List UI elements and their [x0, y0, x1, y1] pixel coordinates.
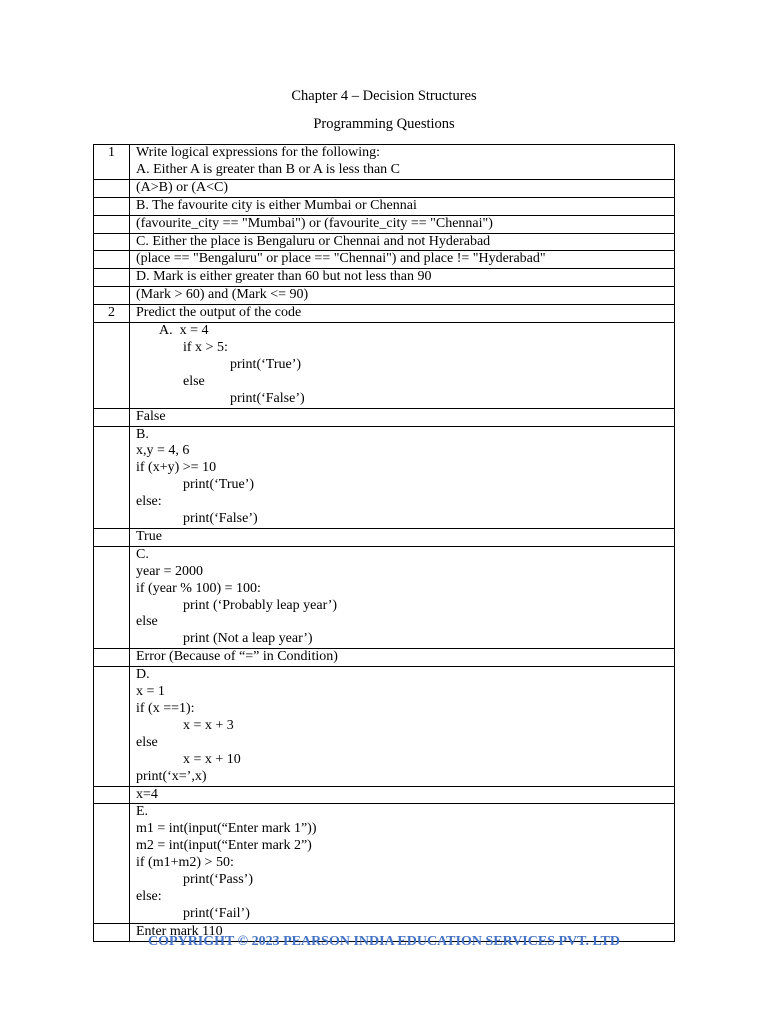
code-line: if (year % 100) = 100:	[136, 580, 261, 596]
page-subtitle: Programming Questions	[313, 116, 455, 132]
code-line: else:	[136, 888, 162, 904]
code-line: A. x = 4	[159, 323, 209, 339]
code-cell	[130, 667, 675, 786]
code-line: print (‘Probably leap year’)	[183, 597, 338, 613]
table-row	[94, 804, 675, 923]
answer-cell: Error (Because of “=” in Condition)	[130, 649, 675, 667]
code-line: x = 1	[136, 684, 165, 700]
table-row	[94, 233, 675, 251]
code-line: if (m1+m2) > 50:	[136, 855, 234, 871]
code-line: D.	[136, 667, 150, 683]
table-row	[94, 649, 675, 667]
answer-cell: False	[130, 408, 675, 426]
code-line: else	[136, 614, 158, 630]
table-row	[94, 667, 675, 786]
questions-table	[93, 144, 675, 942]
code-line: print(‘Pass’)	[183, 872, 253, 888]
question-cell: B. The favourite city is either Mumbai or Chennai	[130, 197, 675, 215]
table-row	[94, 251, 675, 269]
table-row	[94, 546, 675, 648]
table-row	[94, 145, 675, 180]
code-line: print(‘x=’,x)	[136, 768, 207, 784]
code-line: year = 2000	[136, 563, 203, 579]
table-row	[94, 323, 675, 409]
code-cell	[130, 323, 675, 409]
code-line: x = x + 10	[183, 751, 241, 767]
code-line: if x > 5:	[183, 339, 228, 355]
question-cell: D. Mark is either greater than 60 but not less than 90	[130, 269, 675, 287]
code-line: C.	[136, 546, 149, 562]
answer-cell: (A>B) or (A<C)	[130, 179, 675, 197]
table-row	[94, 528, 675, 546]
code-cell	[130, 804, 675, 923]
table-row	[94, 179, 675, 197]
answer-cell: x=4	[130, 786, 675, 804]
code-line: B.	[136, 426, 149, 442]
code-line: if (x ==1):	[136, 701, 195, 716]
question-line: Write logical expressions for the following:	[136, 145, 380, 160]
answer-cell: (favourite_city == "Mumbai") or (favourite_city == "Chennai")	[130, 215, 675, 233]
code-line: E.	[136, 804, 149, 820]
code-line: print (Not a leap year’)	[183, 631, 313, 647]
code-line: else	[183, 373, 205, 389]
code-line: x = x + 3	[183, 717, 234, 733]
code-line: m1 = int(input(“Enter mark 1”))	[136, 821, 317, 837]
code-cell	[130, 426, 675, 528]
page-title: Chapter 4 – Decision Structures	[291, 88, 477, 104]
code-line: m2 = int(input(“Enter mark 2”)	[136, 838, 312, 854]
question-number: 2	[94, 305, 130, 323]
question-text	[130, 145, 675, 180]
copyright-footer: COPYRIGHT © 2023 PEARSON INDIA EDUCATION SERVICES PVT. LTD	[148, 934, 620, 949]
answer-cell: (place == "Bengaluru" or place == "Chennai") and place != "Hyderabad"	[130, 251, 675, 269]
code-line: else	[136, 734, 158, 750]
answer-cell: True	[130, 528, 675, 546]
code-line: print(‘True’)	[183, 477, 255, 493]
code-line: else:	[136, 494, 162, 510]
table-row	[94, 408, 675, 426]
code-line: print(‘False’)	[183, 511, 258, 527]
table-row	[94, 287, 675, 305]
code-cell	[130, 546, 675, 648]
table-row	[94, 215, 675, 233]
code-line: print(‘Fail’)	[183, 905, 250, 921]
table-row	[94, 305, 675, 323]
question-cell: Predict the output of the code	[130, 305, 675, 323]
answer-cell: Enter mark 110	[130, 923, 675, 941]
code-line: x,y = 4, 6	[136, 443, 190, 459]
code-line: if (x+y) >= 10	[136, 460, 217, 476]
question-line: A. Either A is greater than B or A is less than C	[136, 161, 401, 177]
answer-cell: (Mark > 60) and (Mark <= 90)	[130, 287, 675, 305]
question-number: 1	[94, 145, 130, 180]
question-cell: C. Either the place is Bengaluru or Chennai and not Hyderabad	[130, 233, 675, 251]
table-row	[94, 786, 675, 804]
table-row	[94, 426, 675, 528]
code-line: print(‘False’)	[230, 390, 305, 406]
table-row	[94, 269, 675, 287]
code-line: print(‘True’)	[230, 356, 302, 372]
table-row	[94, 197, 675, 215]
